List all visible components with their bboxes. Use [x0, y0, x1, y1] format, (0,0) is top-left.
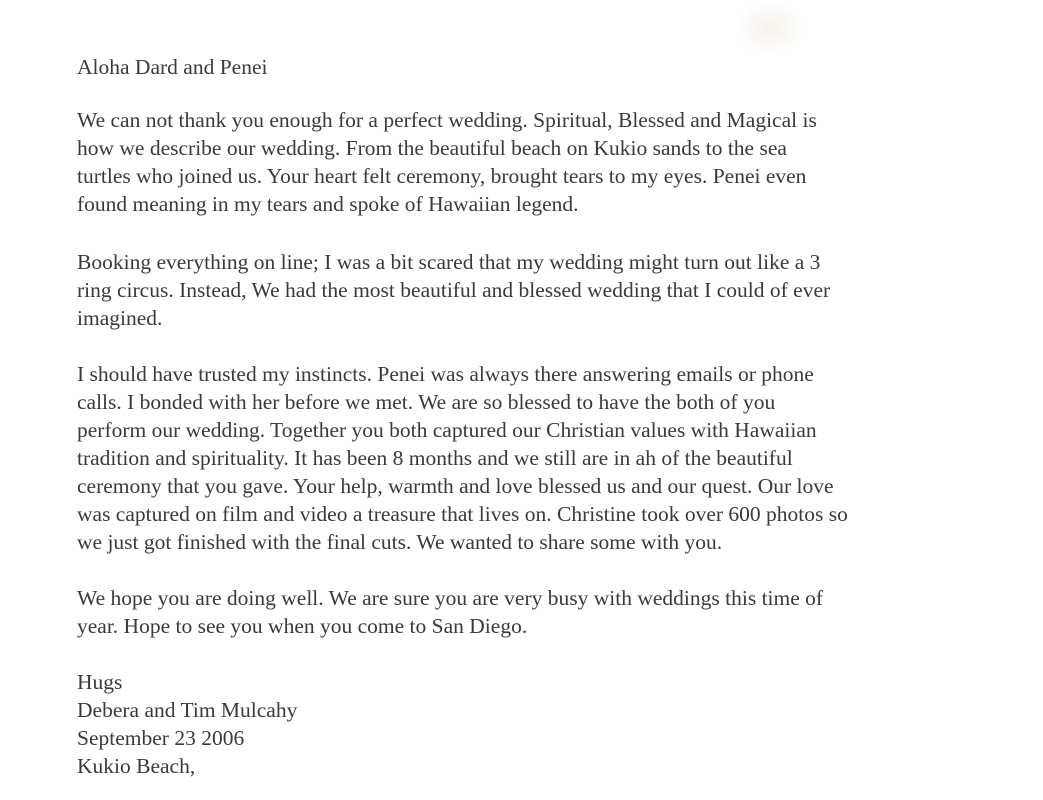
- closing-salutation: Hugs: [77, 670, 123, 694]
- paragraph-2-line: imagined.: [77, 306, 163, 330]
- paragraph-1-line: how we describe our wedding. From the beautiful beach on Kukio sands to the sea: [77, 136, 787, 160]
- letter-location: Kukio Beach,: [77, 754, 196, 778]
- paragraph-3-line: perform our wedding. Together you both captured our Christian values with Hawaiian: [77, 418, 817, 442]
- letter-date: September 23 2006: [77, 726, 245, 750]
- paragraph-2-line: ring circus. Instead, We had the most beautiful and blessed wedding that I could of ever: [77, 278, 831, 302]
- paragraph-3-line: calls. I bonded with her before we met. We are so blessed to have the both of you: [77, 390, 776, 414]
- paragraph-3-line: was captured on film and video a treasure that lives on. Christine took over 600 photos so: [77, 502, 848, 526]
- paragraph-1-line: turtles who joined us. Your heart felt ceremony, brought tears to my eyes. Penei even: [77, 164, 807, 188]
- paragraph-4-line: We hope you are doing well. We are sure you are very busy with weddings this time of: [77, 586, 824, 610]
- paragraph-2-line: Booking everything on line; I was a bit scared that my wedding might turn out like a 3: [77, 250, 821, 274]
- paragraph-1-line: found meaning in my tears and spoke of Hawaiian legend.: [77, 192, 579, 216]
- paragraph-4-line: year. Hope to see you when you come to San Diego.: [77, 614, 528, 638]
- paragraph-3-line: tradition and spirituality. It has been 8 months and we still are in ah of the beautiful: [77, 446, 793, 470]
- paragraph-3-line: ceremony that you gave. Your help, warmth and love blessed us and our quest. Our love: [77, 474, 834, 498]
- scan-smudge: [735, 0, 805, 55]
- paragraph-3-line: we just got finished with the final cuts. We wanted to share some with you.: [77, 530, 723, 554]
- signature-names: Debera and Tim Mulcahy: [77, 698, 298, 722]
- paragraph-1-line: We can not thank you enough for a perfect wedding. Spiritual, Blessed and Magical is: [77, 108, 817, 132]
- paragraph-3-line: I should have trusted my instincts. Penei was always there answering emails or phone: [77, 362, 814, 386]
- letter-greeting: Aloha Dard and Penei: [77, 55, 268, 79]
